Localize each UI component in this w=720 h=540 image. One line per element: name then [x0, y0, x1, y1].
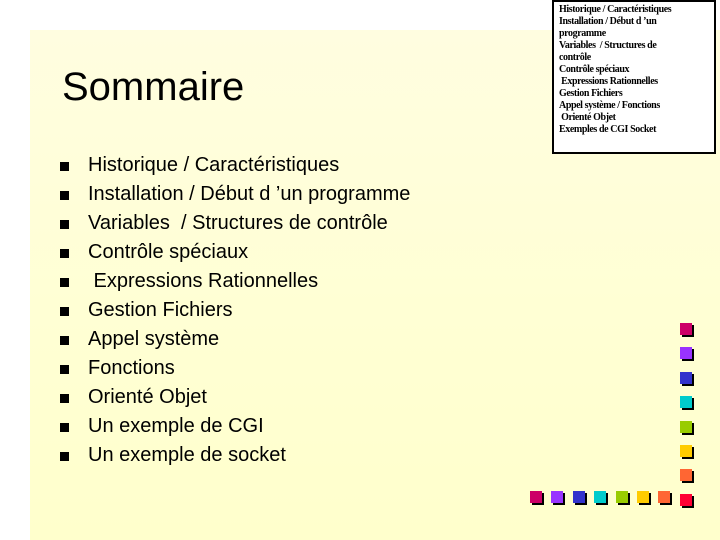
- bullet-text: Appel système: [88, 328, 220, 350]
- toc-line: Expressions Rationnelles: [559, 76, 658, 87]
- square-bullet-icon: [60, 336, 69, 345]
- decorative-square-column: [680, 372, 692, 384]
- decorative-square-column: [680, 469, 692, 481]
- square-bullet-icon: [60, 307, 69, 316]
- square-bullet-icon: [60, 365, 69, 374]
- square-bullet-icon: [60, 249, 69, 258]
- toc-line: contrôle: [559, 52, 591, 63]
- bullet-item: [60, 238, 410, 267]
- toc-line: Gestion Fichiers: [559, 88, 623, 99]
- square-bullet-icon: [60, 278, 69, 287]
- toc-line: Exemples de CGI Socket: [559, 124, 657, 135]
- bullet-item: [60, 383, 410, 412]
- decorative-square-row: [551, 491, 563, 503]
- square-bullet-icon: [60, 220, 69, 229]
- toc-line: Variables / Structures de: [559, 40, 657, 51]
- bullet-text: Installation / Début d ’un programme: [88, 183, 411, 205]
- toc-line: Orienté Objet: [559, 112, 616, 123]
- bullet-list: [60, 151, 410, 470]
- decorative-square-row: [594, 491, 606, 503]
- bullet-text: Un exemple de socket: [88, 444, 286, 466]
- decorative-square-row: [658, 491, 670, 503]
- bullet-text: Expressions Rationnelles: [88, 270, 319, 292]
- bullet-item: [60, 412, 410, 441]
- bullet-text: Gestion Fichiers: [88, 299, 233, 321]
- bullet-text: Historique / Caractéristiques: [88, 154, 340, 176]
- bullet-item: [60, 151, 410, 180]
- bullet-text: Contrôle spéciaux: [88, 241, 249, 263]
- bullet-item: [60, 441, 410, 470]
- decorative-square-row: [573, 491, 585, 503]
- decorative-square-column: [680, 494, 692, 506]
- toc-line: programme: [559, 28, 606, 39]
- bullet-item: [60, 296, 410, 325]
- bullet-item: [60, 180, 410, 209]
- toc-line: Appel système / Fonctions: [559, 100, 660, 111]
- bullet-item: [60, 209, 410, 238]
- decorative-square-row: [616, 491, 628, 503]
- decorative-square-column: [680, 396, 692, 408]
- decorative-square-column: [680, 445, 692, 457]
- decorative-square-row: [530, 491, 542, 503]
- square-bullet-icon: [60, 162, 69, 171]
- decorative-square-column: [680, 347, 692, 359]
- toc-line: Installation / Début d ’un: [559, 16, 657, 27]
- bullet-item: [60, 325, 410, 354]
- bullet-text: Fonctions: [88, 357, 175, 379]
- toc-box: [552, 0, 716, 154]
- bullet-text: Orienté Objet: [88, 386, 207, 408]
- bullet-item: [60, 267, 410, 296]
- bullet-text: Un exemple de CGI: [88, 415, 264, 437]
- decorative-square-column: [680, 421, 692, 433]
- bullet-text: Variables / Structures de contrôle: [88, 212, 388, 234]
- square-bullet-icon: [60, 191, 69, 200]
- square-bullet-icon: [60, 452, 69, 461]
- decorative-square-column: [680, 323, 692, 335]
- decorative-square-row: [637, 491, 649, 503]
- square-bullet-icon: [60, 423, 69, 432]
- toc-line: Contrôle spéciaux: [559, 64, 630, 75]
- bullet-item: [60, 354, 410, 383]
- toc-line: Historique / Caractéristiques: [559, 4, 672, 15]
- slide-title: Sommaire: [62, 65, 245, 109]
- square-bullet-icon: [60, 394, 69, 403]
